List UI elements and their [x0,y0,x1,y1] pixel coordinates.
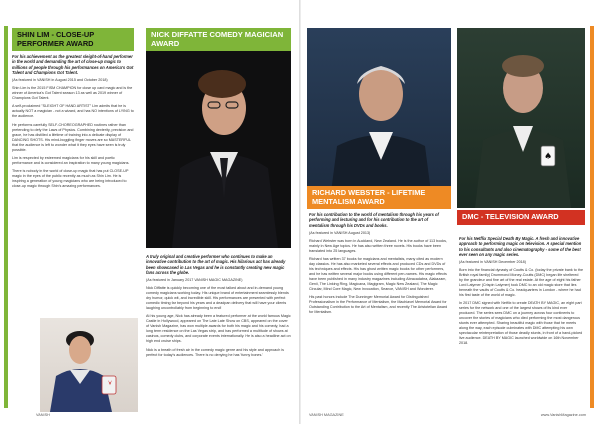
dmc-photo [457,28,585,208]
svg-text:♠: ♠ [543,152,553,162]
right-color-bar [590,26,594,408]
shin-lim-paragraph: He performs carefully SELF-CHOREOGRAPHED routines rather than pretending to defy the Laws of Physics. Combining dexterity, precision and grace, he has distilled a lifetime of training into a delicate display of DANCING SHOTS. His mind-boggling finger moves are so MASTERFUL that the audience is left to wonder what it they eyes have seen is truly possible. [12,122,134,152]
shin-lim-paragraph: Lim is respected by esteemed magicians for his skill and poetic performance and is considered an inspiration to many young magicians. [12,155,130,165]
shin-lim-photo [40,318,138,412]
dmc-paragraph: Born into the financial dynasty of Coutts & Co. (today the private bank to the British royal family) Drummond Money-Coutts (DMC) began life sheltered by the grandeur and fine art of the real estate. At the age of eight his father Lord Latymer (Crispin Latymer) took DMC to an old magic store that lies beneath the vaults of Coutts & Co. headquarters in London - where he had his first taste of the world of magic. [459,268,583,298]
richard-webster-paragraph: His past honors include The Dunninger Memorial Award for Distinguished Professionalism in the Performance of Mentalism, the Machiavel Memorial Award for Outstanding Contribution to the Art of Mentalism, and recently The Aristotelian Award for Mentalism. [309,295,448,315]
shin-lim-article [12,54,134,322]
dmc-article [459,236,583,404]
nick-diffatte-article [146,254,291,404]
dmc-note: (As featured in VANISH December 2018) [459,260,526,265]
left-page [0,0,299,424]
shin-lim-paragraph: A self-proclaimed "SLEIGHT OF HAND ARTIST" Lim admits that he is actually NOT a magician - not a wizard, and has NO intentions of LYING to the audience. [12,104,134,119]
right-footer-left: VANISH MAGAZINE [309,413,344,417]
nick-diffatte-paragraph: Nick is a breath of fresh air in the comedy magic genre and his style and approach is perfect for today's audiences. There is no denying he has 'funny bones.' [146,347,284,357]
shin-lim-intro: For his achievement as the greatest sleight-of-hand performer in the world and demanding the art of close-up magic to millions of people through his performances on America's Got Talent and Champions Got Talent. [12,54,134,75]
richard-webster-paragraph: Richard has written 37 books for magicians and mentalists, many cited as modern day classics. He has also marketed several effects and produced CDs and DVDs of his techniques and effects. His has ghost written magic books for other performers, and he has written several major books using different pen-names. His magic effects have been published in many industry magazines including Abracadabra, Alakazam, Genii, The Linking Ring, Magicana, Magigram, Magic New Zealand, The Magic Circular, Mind Core Magic, New Invocation, Seance, VANISH and Wonderer. [309,257,447,292]
richard-webster-paragraph: Richard Webster was born in Auckland, New Zealand. He is the author of 113 books, mainly in New Age topics. He has also written three novels. His books have been translated into 25 languages. [309,238,448,253]
richard-webster-photo [307,28,451,208]
nick-diffatte-photo [146,28,291,248]
richard-webster-note: (As featured in VANISH August 2013) [309,230,371,235]
right-page [301,0,600,424]
left-footer: VANISH [36,413,50,417]
left-color-bar [4,26,8,408]
nick-diffatte-paragraph: Nick Diffatte is quickly becoming one of the most talked about and in-demand young comedy magicians working today. His unique brand of entertainment seamlessly blends dry humor, quick wit, and incredible skill. His performances are presented with perfect comedic timing far beyond his years and a deadpan delivery that will have your clients laughing uncontrollably from beginning to end! [146,286,289,311]
shin-lim-paragraph: There is nobody in the world of close-up magic that has put CLOSE-UP magic in the eyes of the public recently as much as Shin Lim. He is inspiring a generation of young magicians who are being introduced to close-up magic through Shin's amazing performances. [12,168,129,188]
nick-diffatte-paragraph: At his young age, Nick has already been a featured performer at the world famous Magic Castle in Hollywood, appeared on The Late Late Show on CBS, appeared on the cover of Vanish Magazine, has won multiple awards for both his magic and his comedy, had a long term residence on the Las Vegas strip, and has performed a multitude of shows at casinos, comedy clubs, and corporate events internationally. He is also a headline act on high end cruise ships. [146,314,291,344]
dmc-award-title: DMC - TELEVISION AWARD [457,210,585,225]
richard-webster-award-title: RICHARD WEBSTER - LIFETIME MENTALISM AWARD [307,186,451,209]
dmc-intro: For his Netflix Special Death By Magic. A fresh and innovative approach to performing magic on television. A special mention to his consultants and also cinematography - some of the best ever seen on any magic series. [459,236,582,257]
nick-diffatte-intro: A truly original and creative performer who continues to make an innovative contribution to the art of magic. His hilarious act has already been showcased in Las Vegas and he is constantly creating new magic fans across the globe. [146,254,286,275]
right-footer-right: www.VanishMagazine.com [540,413,586,417]
nick-diffatte-award-title: NICK DIFFATTE COMEDY MAGICIAN AWARD [146,28,291,51]
shin-lim-award-title: SHIN LIM - CLOSE-UP PERFORMER AWARD [12,28,134,51]
nick-diffatte-note: (As featured in January 2017 VANISH MAGIC MAGAZINE) [146,278,243,283]
shin-lim-paragraph: Shin Lim is the 2015 FISM CHAMPION for close up card magic and is the winner of America's Got Talent season 13 as well as 2019 winner of Champions Got Talent. [12,86,133,101]
richard-webster-intro: For his contribution to the world of mentalism through his years of performing and lecturing and for his contribution to the art of mentalism through his DVDs and books. [309,212,439,228]
richard-webster-article [309,212,449,404]
shin-lim-note: (As featured in VANISH in August 2015 and October 2018) [12,78,108,83]
dmc-paragraph: In 2017 DMC signed with Netflix to create DEATH BY MAGIC, an eight part series for the network and one of the largest shows of its kind ever produced. The series sees DMC on a journey across four continents to uncover the stories of magicians who died performing the most dangerous stunts ever attempted. Sharing beautiful magic with those that he meets along the way, each episode culminates with DMC attempting his own spectacular reinterpretation of those deadly stunts, in front of a hand-picked live audience. DEATH BY MAGIC launched worldwide on 16th November 2018. [459,301,583,346]
